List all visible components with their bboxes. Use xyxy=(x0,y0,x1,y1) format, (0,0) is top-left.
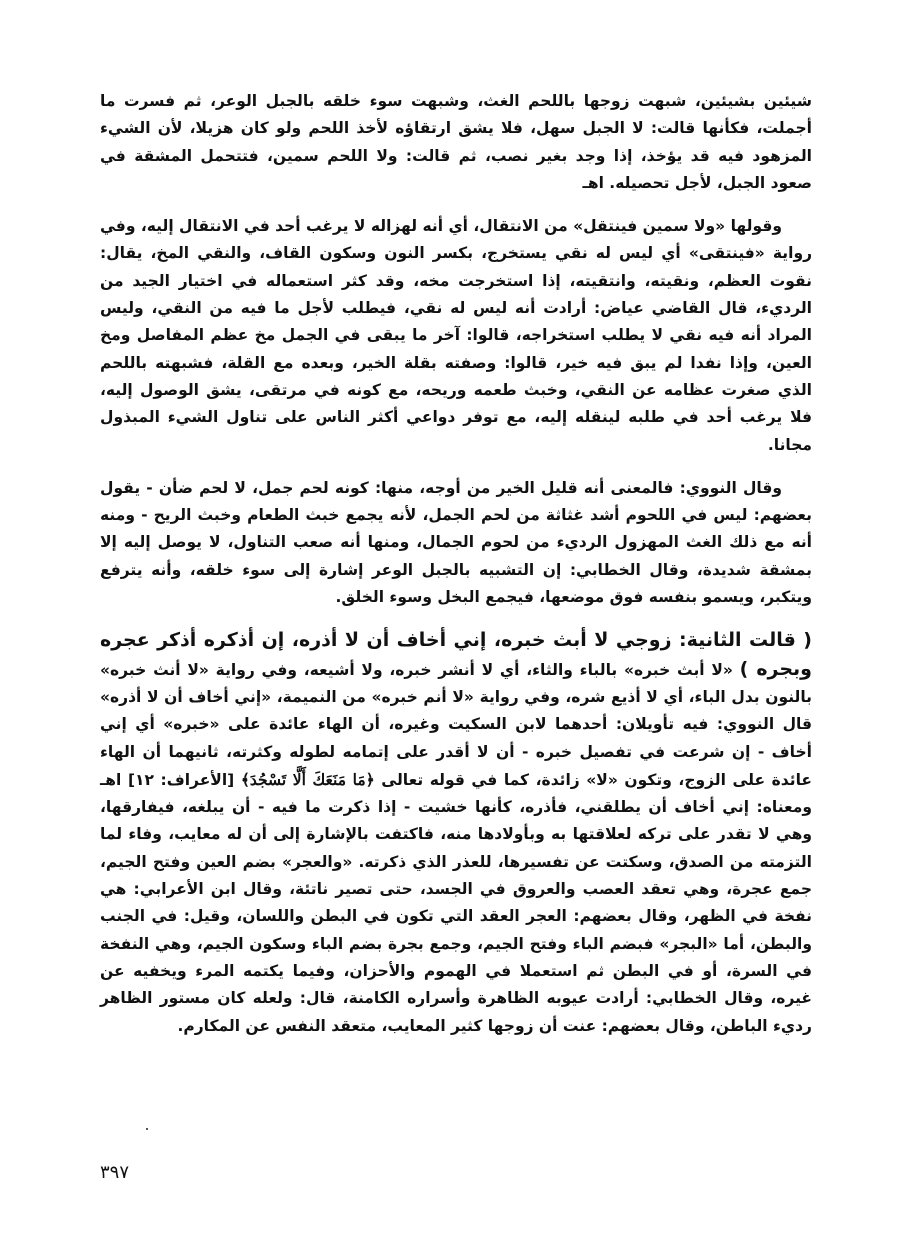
paragraph-1: شيئين بشيئين، شبهت زوجها باللحم الغث، وشبهت سوء خلقه بالجبل الوعر، ثم فسرت ما أجملت، فكأنها قالت: لا الجبل سهل، فلا يشق ارتقاؤه لأخذ اللحم ولو كان هزيلا، لأن الشيء المزهود فيه قد يؤخذ، إذا وجد بغير نصب، ثم قالت: ولا اللحم سمين، فتتحمل المشقة في صعود الجبل، لأجل تحصيله. اهـ xyxy=(100,92,812,192)
paragraph-4-text-b: [الأعراف: ١٢] اهـ ومعناه: إني أخاف أن يطلقني، فأذره، كأنها خشيت - إذا ذكرت ما فيه - أن يبلغه، فيفارقها، وهي لا تقدر على تركه لعلاقتها به وبأولادها منه، فاكتفت بالإشارة إلى أن له معايب، وفاء لما التزمته من الصدق، وسكتت عن تفسيرها، للعذر الذي ذكرته. «والعجر» بضم العين وفتح الجيم، جمع عجرة، وهي تعقد العصب والعروق في الجسد، حتى تصير ناتئة، وقال ابن الأعرابي: هي نفخة في الظهر، وقال بعضهم: العجر العقد التي تكون في البطن واللسان، وقيل: في الجنب والبطن، أما «البجر» فبضم الباء وفتح الجيم، وجمع بجرة بضم الباء وسكون الجيم، وهي النفخة في السرة، أو في البطن ثم استعملا في الهموم والأحزان، وفيما يكتمه المرء ويخفيه عن غيره، وقال الخطابي: أرادت عيوبه الظاهرة وأسراره الكامنة، قال: ولعله كان مستور الظاهر رديء الباطن، وقال بعضهم: عنت أن زوجها كثير المعايب، متعقد النفس عن المكارم. xyxy=(100,770,812,1035)
paragraph-3: وقال النووي: فالمعنى أنه قليل الخير من أوجه، منها: كونه لحم جمل، لا لحم ضأن - يقول بعضهم: ليس في اللحوم أشد غثاثة من لحم الجمل، لأنه يجمع خبث الطعام وخبث الريح - ومنه أنه مع ذلك الغث المهزول الرديء من لحوم الجمال، ومنها أنه صعب التناول، لا يوصل إليه إلا بمشقة شديدة، وقال الخطابي: إن التشبيه بالجبل الوعر إشارة إلى سوء خلقه، وأنه يترفع ويتكبر، ويسمو بنفسه فوق موضعها، فيجمع البخل وسوء الخلق. xyxy=(100,478,812,607)
paragraph-4 xyxy=(100,627,812,1039)
book-page-body xyxy=(100,88,812,1056)
hadith-heading: ( قالت الثانية: زوجي لا أبث خبره، إني أخاف أن لا أذره، إن أذكره أذكر عجره وبجره ) xyxy=(100,629,812,680)
scan-speck xyxy=(146,1128,148,1130)
page-number: ٣٩٧ xyxy=(100,1162,130,1183)
paragraph-4-text-a: «لا أبث خبره» بالباء والثاء، أي لا أنشر خبره، ولا أشيعه، وفي رواية «لا أنث خبره» بالنون بدل الباء، أي لا أذيع شره، وفي رواية «لا أنم خبره» من النميمة، «إني أخاف أن لا أذره» قال النووي: فيه تأويلان: أحدهما لابن السكيت وغيره، أن الهاء عائدة على «خبره» أي إني أخاف - إن شرعت في تفصيل خبره - أن لا أقدر على إتمامه لطوله وكثرته، ثانيهما أن الهاء عائدة على الزوج، وتكون «لا» زائدة، كما في قوله تعالى xyxy=(100,660,812,789)
quran-quote: ﴿مَا مَنَعَكَ أَلَّا تَسْجُدَ﴾ xyxy=(240,769,375,789)
paragraph-2: وقولها «ولا سمين فينتقل» من الانتقال، أي أنه لهزاله لا يرغب أحد في الانتقال إليه، وفي رواية «فينتقى» أي ليس له نقي يستخرج، بكسر النون وسكون القاف، والنقي المخ، يقال: نقوت العظم، ونقيته، وانتقيته، إذا استخرجت مخه، وقد كثر استعماله في اختيار الجيد من الرديء، قال القاضي عياض: أرادت أنه ليس له نقي، فيطلب لأجل ما فيه من النقي، وليس المراد أنه فيه نقي لا يطلب استخراجه، قالوا: آخر ما يبقى في الجمل مخ عظم المفاصل ومخ العين، وإذا نفدا لم يبق فيه خير، قالوا: وصفته بقلة الخير، وبعده مع القلة، فشبهته باللحم الذي صغرت عظامه عن النقي، وخبث طعمه وريحه، مع كونه في مرتقى، يشق الوصول إليه، فلا يرغب أحد في طلبه لينقله إليه، مع توفر دواعي أكثر الناس على تناول الشيء المبذول مجانا. xyxy=(100,217,812,454)
